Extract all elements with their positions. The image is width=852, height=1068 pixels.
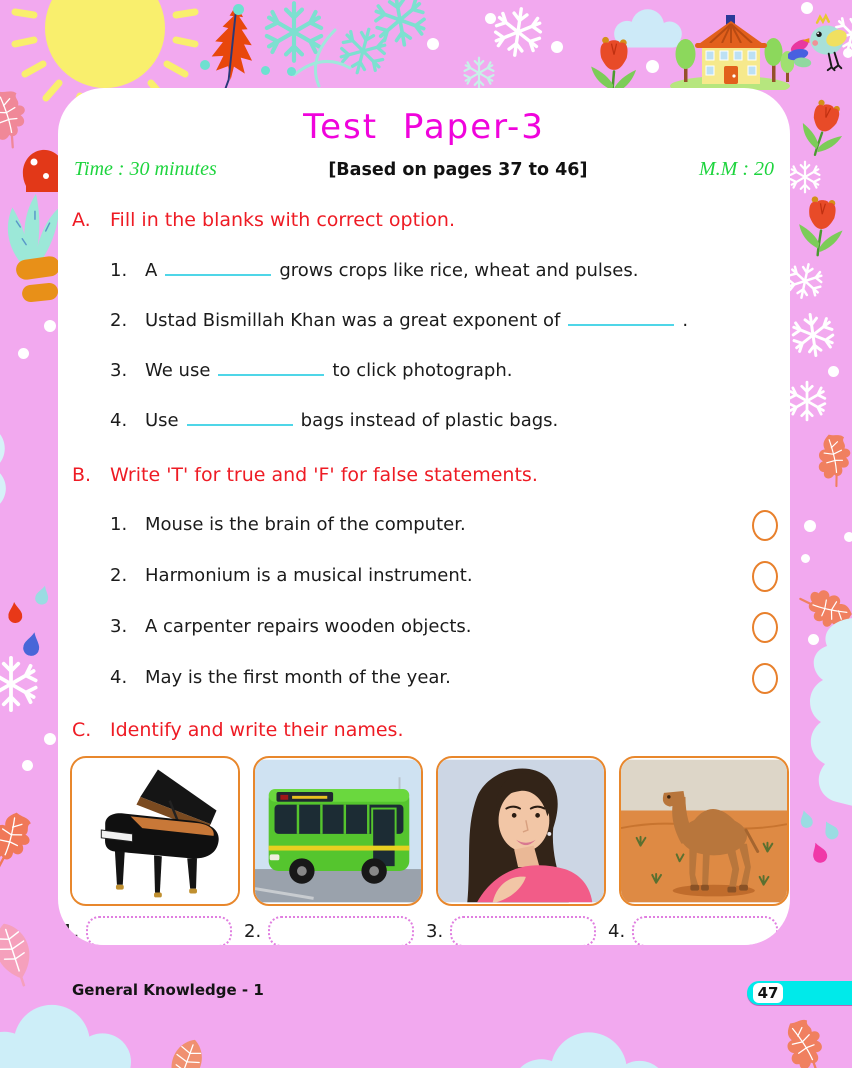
dot (427, 38, 439, 50)
cloud-icon (795, 618, 852, 813)
answer-blank[interactable] (187, 409, 293, 426)
item-number: 1. (110, 514, 128, 535)
identify-image-camel (619, 756, 789, 906)
leaf-icon (153, 1032, 216, 1068)
statement: Mouse is the brain of the computer. (145, 514, 466, 535)
section-a-heading (72, 208, 790, 233)
identify-image-piano (70, 756, 240, 906)
dot (646, 60, 659, 73)
fill-blank-item (110, 409, 790, 433)
identify-image-woman (436, 756, 606, 906)
answer-box[interactable] (632, 916, 778, 945)
dot (44, 320, 56, 332)
answer-circle[interactable] (752, 510, 778, 541)
answer-group (62, 916, 232, 945)
fill-blank-item (110, 259, 790, 283)
leaf-icon (0, 916, 49, 995)
answer-group (608, 916, 778, 945)
swirl-line-icon (305, 28, 345, 88)
item-number: 2. (110, 310, 128, 331)
identify-image-bus (253, 756, 423, 906)
answer-circle[interactable] (752, 612, 778, 643)
item-number: 4. (110, 410, 128, 431)
brush-blob-icon (14, 256, 62, 308)
identify-answers-row (62, 916, 790, 945)
section-title: Fill in the blanks with correct option. (110, 209, 456, 231)
snowflake-icon (787, 309, 839, 361)
dot (18, 348, 29, 359)
item-text: We use to click photograph. (145, 360, 513, 381)
page-number-tab (747, 981, 852, 1005)
cloud-icon (0, 362, 58, 574)
section-label: C. (72, 719, 92, 741)
item-number: 2. (110, 565, 128, 586)
page-title: Test Paper-3 (303, 107, 545, 147)
autumn-leaf-icon (199, 1, 266, 95)
based-on-pages: [Based on pages 37 to 46] (328, 160, 588, 180)
book-title: General Knowledge - 1 (72, 981, 264, 999)
test-paper-card (58, 88, 790, 945)
dot (808, 634, 819, 645)
section-label: B. (72, 464, 92, 486)
item-number: 3. (110, 360, 128, 381)
camel-image (621, 758, 787, 904)
fill-blank-item (110, 359, 790, 383)
bus-image (255, 758, 421, 904)
answer-number: 2. (244, 921, 262, 942)
true-false-item (110, 664, 778, 692)
dot (287, 67, 296, 76)
item-text: Ustad Bismillah Khan was a great exponent of . (145, 310, 689, 331)
raindrop-icon (34, 584, 52, 607)
true-false-item (110, 562, 778, 590)
answer-number: 3. (426, 921, 444, 942)
max-marks: M.M : 20 (699, 158, 774, 180)
dot (44, 733, 56, 745)
tulip-icon (794, 194, 849, 267)
dot (200, 60, 210, 70)
answer-group (244, 916, 414, 945)
statement: May is the first month of the year. (145, 667, 451, 688)
dot (844, 532, 852, 542)
bird-icon (788, 12, 852, 74)
answer-box[interactable] (450, 916, 596, 945)
section-label: A. (72, 209, 91, 231)
item-number: 3. (110, 616, 128, 637)
fill-blank-item (110, 309, 790, 333)
item-text: A grows crops like rice, wheat and pulses. (145, 260, 639, 281)
section-c-heading (72, 718, 790, 743)
section-title: Write 'T' for true and 'F' for false statements. (110, 464, 538, 486)
raindrop-icon (7, 601, 23, 623)
leaf-icon (807, 427, 852, 496)
true-false-item (110, 613, 778, 641)
snowflake-icon (788, 160, 822, 194)
snowflake-icon (462, 56, 496, 90)
answer-circle[interactable] (752, 561, 778, 592)
snowflake-icon (786, 380, 828, 422)
dot (804, 520, 816, 532)
dot (828, 366, 839, 377)
raindrop-icon (809, 840, 829, 865)
answer-blank[interactable] (568, 309, 674, 326)
answer-number: 1. (62, 921, 80, 942)
piano-image (72, 758, 238, 904)
answer-box[interactable] (268, 916, 414, 945)
answer-blank[interactable] (165, 259, 271, 276)
dot (22, 760, 33, 771)
raindrop-icon (820, 818, 841, 842)
section-b-heading (72, 463, 790, 488)
dot (261, 66, 270, 75)
raindrop-icon (22, 631, 43, 658)
snowflake-icon (0, 655, 40, 713)
page-number: 47 (753, 983, 783, 1003)
time-allowed: Time : 30 minutes (74, 158, 217, 180)
dot (801, 2, 813, 14)
snowflake-icon (489, 3, 548, 62)
house-icon (668, 10, 794, 90)
leaf-icon (766, 1006, 850, 1068)
statement: Harmonium is a musical instrument. (145, 565, 473, 586)
statement: A carpenter repairs wooden objects. (145, 616, 472, 637)
dot (801, 554, 810, 563)
cloud-icon (492, 1026, 692, 1068)
identify-images-row (70, 756, 790, 906)
leaf-icon (0, 805, 43, 882)
true-false-item (110, 511, 778, 539)
dot (485, 13, 496, 24)
snowflake-icon (368, 0, 433, 52)
dot (551, 41, 563, 53)
dot (233, 4, 244, 15)
answer-circle[interactable] (752, 663, 778, 694)
answer-blank[interactable] (218, 359, 324, 376)
cloud-icon (0, 996, 150, 1068)
section-title: Identify and write their names. (110, 719, 404, 741)
answer-box[interactable] (86, 916, 232, 945)
paper-meta (74, 158, 774, 181)
answer-number: 4. (608, 921, 626, 942)
answer-group (426, 916, 596, 945)
item-number: 1. (110, 260, 128, 281)
dot (843, 48, 852, 58)
item-text: Use bags instead of plastic bags. (145, 410, 559, 431)
woman-image (438, 758, 604, 904)
item-number: 4. (110, 667, 128, 688)
